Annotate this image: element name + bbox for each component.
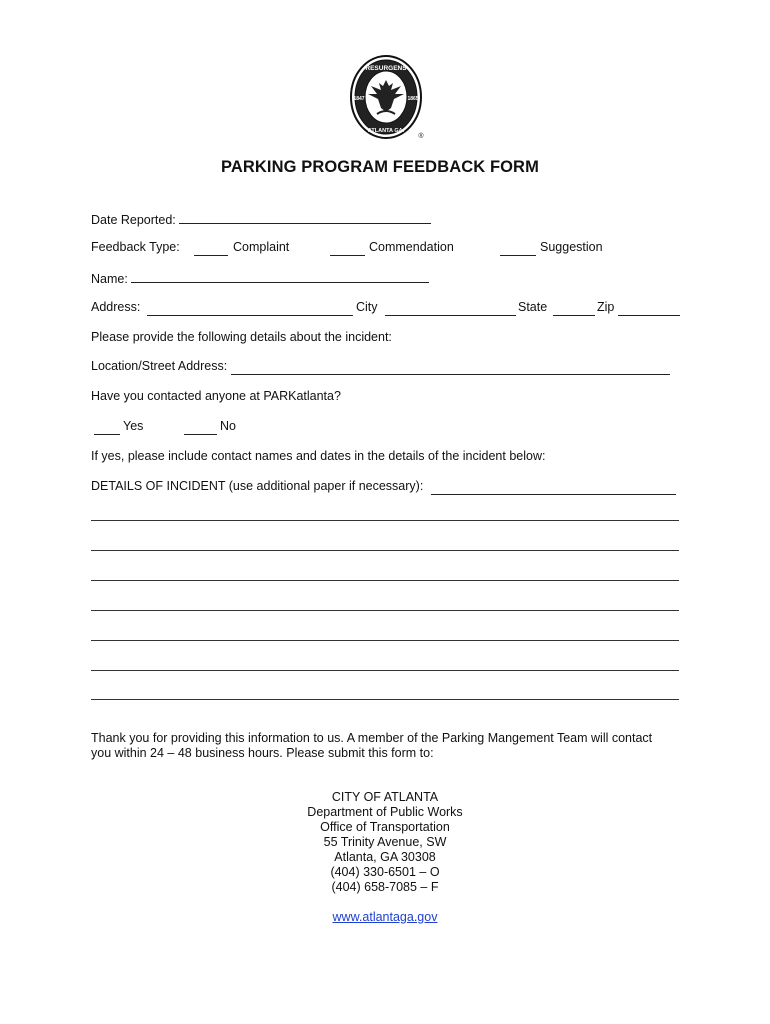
closing-line-2: you within 24 – 48 business hours. Please submit this form to: <box>91 746 434 760</box>
zip-label: Zip <box>597 300 615 314</box>
no-label: No <box>220 419 236 433</box>
if-yes-instructions: If yes, please include contact names and dates in the details of the incident below: <box>91 449 546 463</box>
details-label: DETAILS OF INCIDENT (use additional paper if necessary): <box>91 479 424 493</box>
feedback-type-row <box>91 240 180 255</box>
yes-label: Yes <box>123 419 144 433</box>
address-dept: Department of Public Works <box>307 805 463 819</box>
state-label: State <box>518 300 548 314</box>
svg-text:1865: 1865 <box>407 96 419 102</box>
city-field[interactable] <box>385 303 516 316</box>
name-row <box>91 270 432 287</box>
no-blank[interactable] <box>184 422 217 435</box>
feedback-type-label: Feedback Type: <box>91 240 180 254</box>
commendation-label: Commendation <box>369 240 454 254</box>
suggestion-label: Suggestion <box>540 240 603 254</box>
incident-intro: Please provide the following details about the incident: <box>91 330 392 344</box>
svg-text:®: ® <box>418 133 424 140</box>
details-line[interactable] <box>91 580 679 581</box>
state-field[interactable] <box>553 303 595 316</box>
address-label: Address: <box>91 300 141 314</box>
city-seal <box>347 52 427 142</box>
yes-blank[interactable] <box>94 422 120 435</box>
details-line[interactable] <box>91 520 679 521</box>
address-field[interactable] <box>147 303 353 316</box>
form-title: PARKING PROGRAM FEEDBACK FORM <box>221 158 539 176</box>
address-street: 55 Trinity Avenue, SW <box>323 835 447 849</box>
complaint-label: Complaint <box>233 240 290 254</box>
details-line[interactable] <box>91 550 679 551</box>
suggestion-blank[interactable] <box>500 243 536 256</box>
svg-text:RESURGENS: RESURGENS <box>365 65 407 72</box>
address-phone: (404) 330-6501 – O <box>330 865 440 879</box>
seal-graphic <box>347 52 427 142</box>
website-link[interactable]: www.atlantaga.gov <box>332 910 438 924</box>
date-reported-field[interactable] <box>179 211 431 224</box>
address-city: Atlanta, GA 30308 <box>334 850 436 864</box>
contacted-question: Have you contacted anyone at PARKatlanta? <box>91 389 341 403</box>
name-label: Name: <box>91 272 128 286</box>
date-reported-label: Date Reported: <box>91 213 176 227</box>
closing-line-1: Thank you for providing this information to us. A member of the Parking Mangement Team will contact <box>91 731 653 745</box>
address-fax: (404) 658-7085 – F <box>331 880 439 894</box>
complaint-blank[interactable] <box>194 243 228 256</box>
details-line[interactable] <box>91 610 679 611</box>
commendation-blank[interactable] <box>330 243 365 256</box>
details-first-line[interactable] <box>431 482 676 495</box>
zip-field[interactable] <box>618 303 680 316</box>
svg-text:ATLANTA GA.: ATLANTA GA. <box>367 128 405 134</box>
date-reported-row <box>91 211 434 228</box>
name-field[interactable] <box>131 270 429 283</box>
details-line[interactable] <box>91 640 679 641</box>
details-line[interactable] <box>91 699 679 700</box>
website-container <box>235 910 535 925</box>
address-office: Office of Transportation <box>320 820 450 834</box>
svg-text:1847: 1847 <box>353 96 365 102</box>
address-org: CITY OF ATLANTA <box>331 790 439 804</box>
details-line[interactable] <box>91 670 679 671</box>
location-label: Location/Street Address: <box>91 359 228 373</box>
city-label: City <box>356 300 378 314</box>
location-field[interactable] <box>231 362 670 375</box>
